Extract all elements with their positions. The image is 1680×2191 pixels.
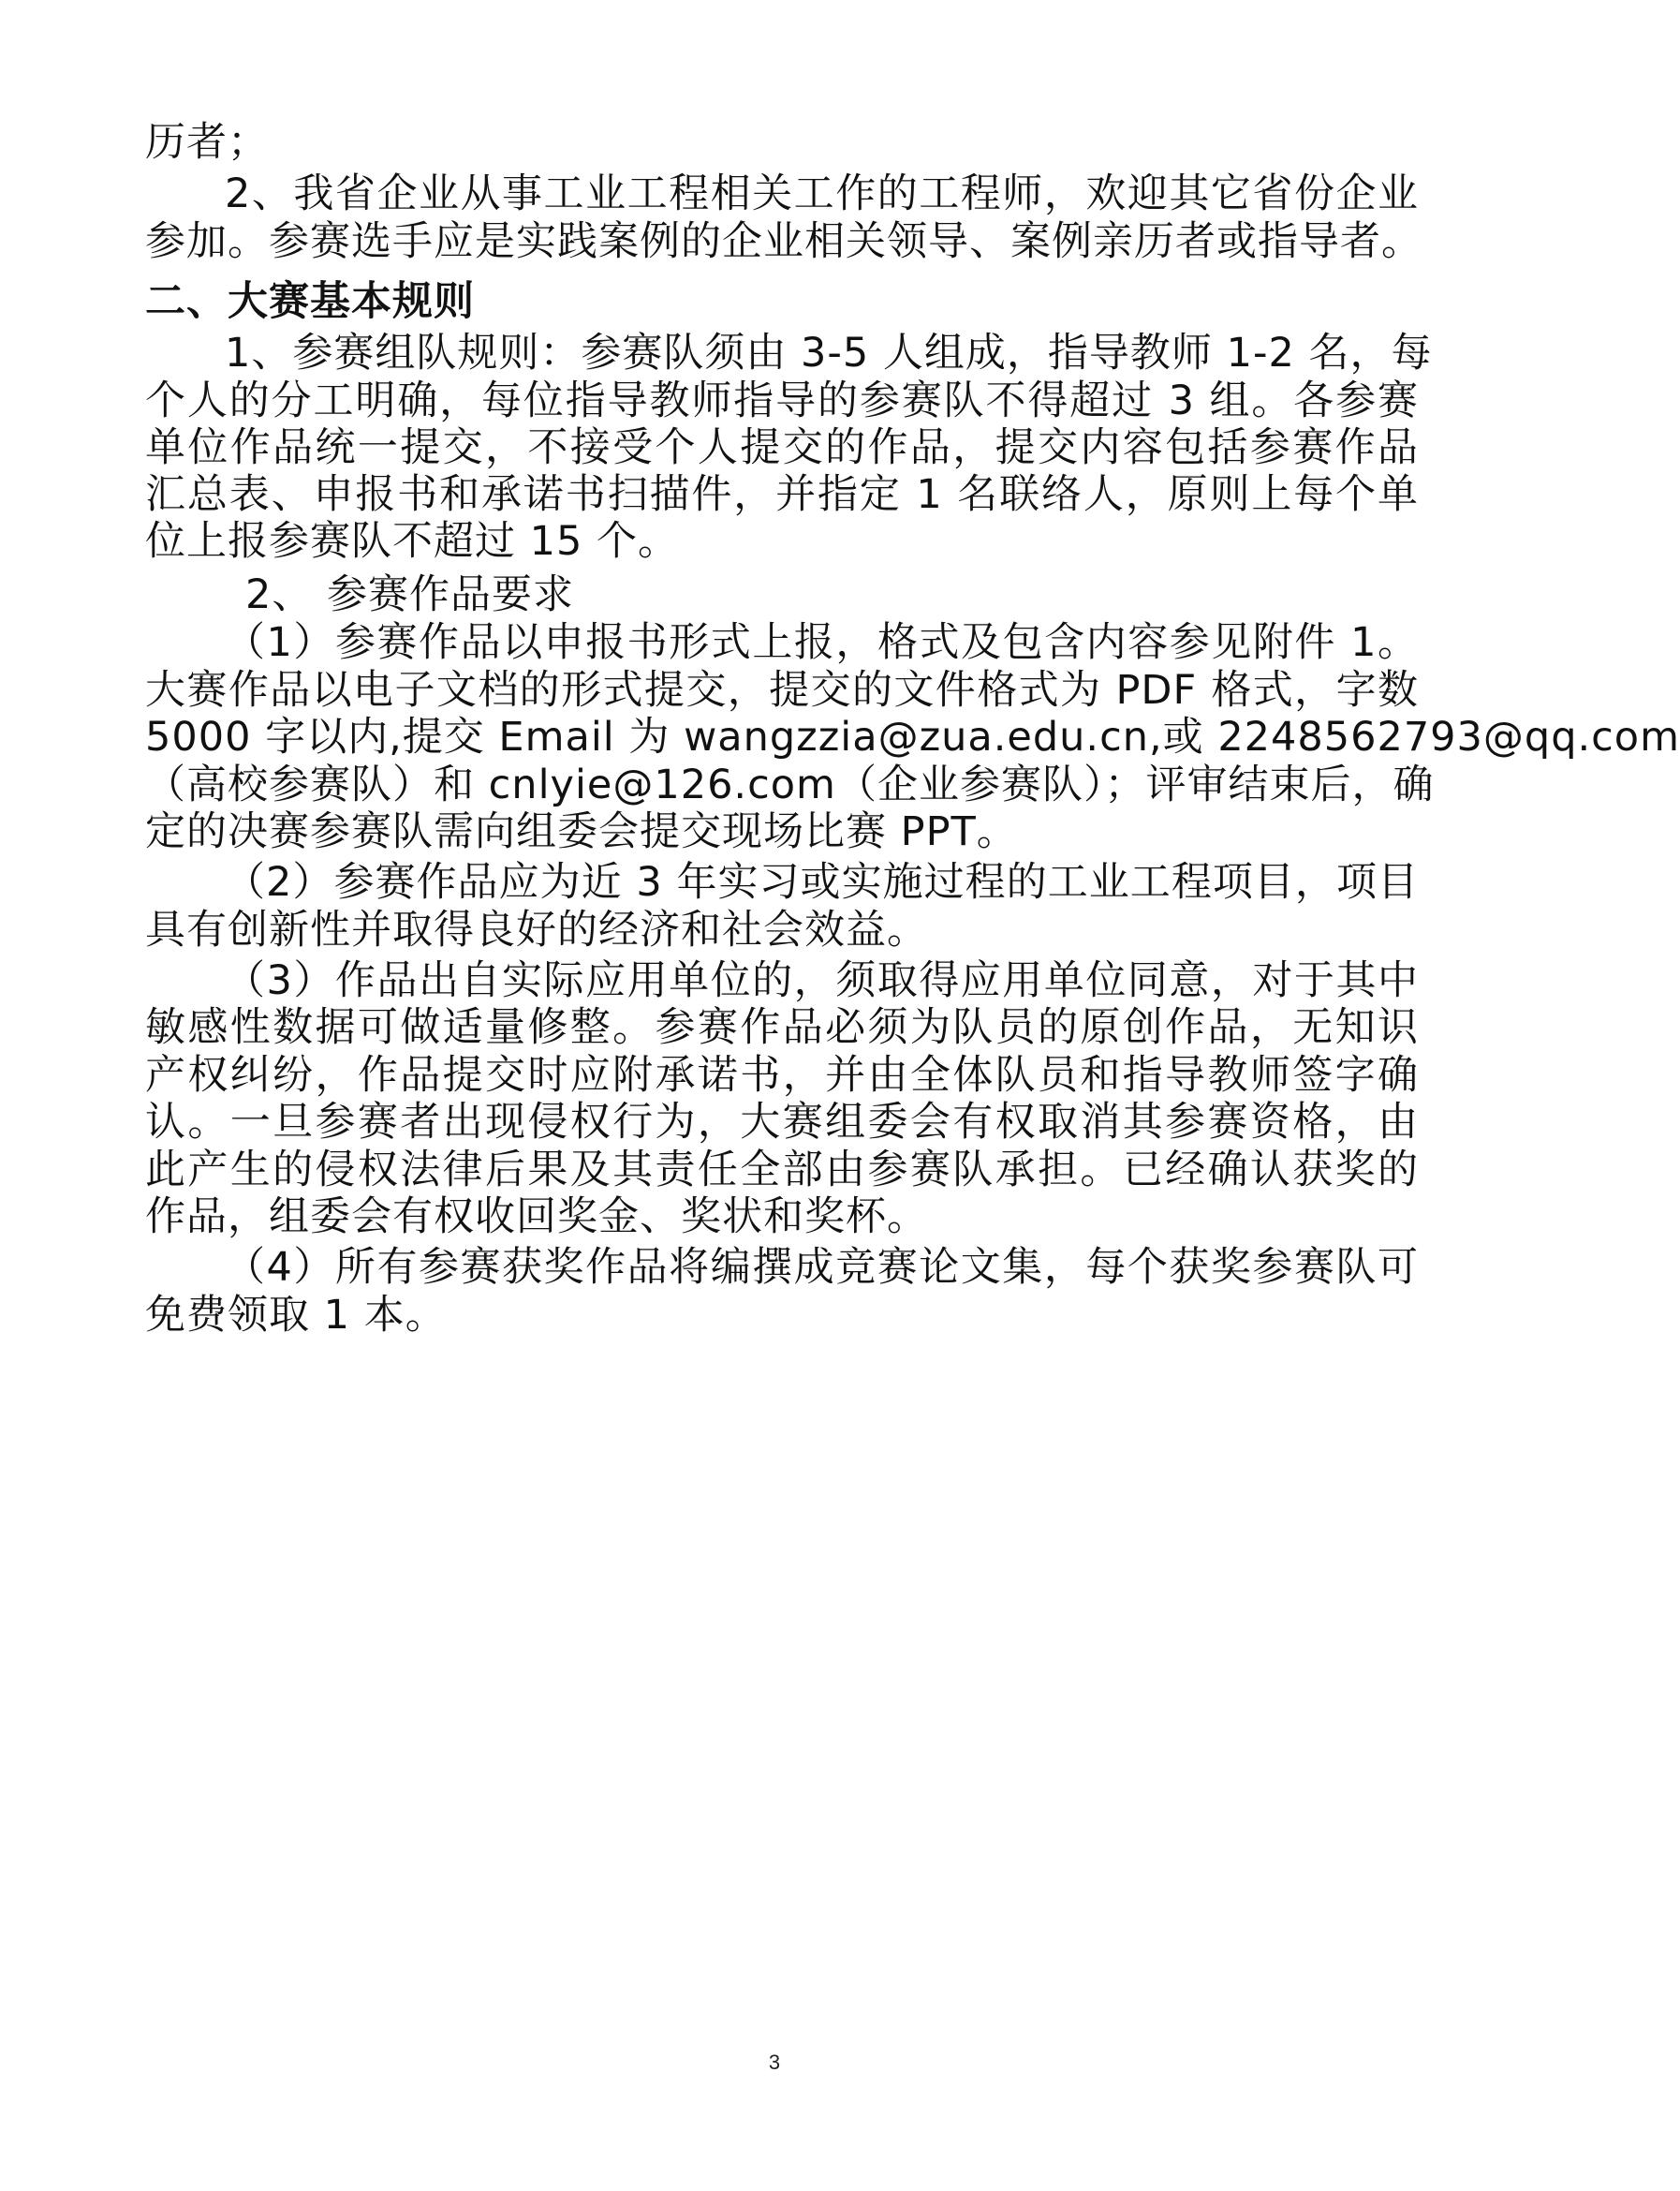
paragraph-line: 此产生的侵权法律后果及其责任全部由参赛队承担。已经确认获奖的 bbox=[145, 1147, 1419, 1193]
paragraph-line: （1）参赛作品以申报书形式上报，格式及包含内容参见附件 1。 bbox=[225, 619, 1419, 666]
paragraph-line: （3）作品出自实际应用单位的，须取得应用单位同意，对于其中 bbox=[225, 957, 1419, 1004]
paragraph-line: 认。一旦参赛者出现侵权行为，大赛组委会有权取消其参赛资格，由 bbox=[145, 1099, 1419, 1146]
paragraph-line: 参加。参赛选手应是实践案例的企业相关领导、案例亲历者或指导者。 bbox=[145, 218, 1422, 265]
subsection-heading: 2、 参赛作品要求 bbox=[245, 571, 575, 618]
paragraph-line: 位上报参赛队不超过 15 个。 bbox=[145, 518, 680, 565]
paragraph-line: （4）所有参赛获奖作品将编撰成竞赛论文集，每个获奖参赛队可 bbox=[225, 1244, 1419, 1291]
paragraph-line: （高校参赛队）和 cnlyie@126.com（企业参赛队）；评审结束后，确 bbox=[145, 762, 1435, 808]
paragraph-line: 1、参赛组队规则：参赛队须由 3-5 人组成，指导教师 1-2 名，每 bbox=[225, 330, 1433, 377]
paragraph-line: （2）参赛作品应为近 3 年实习或实施过程的工业工程项目，项目 bbox=[225, 859, 1419, 906]
paragraph-line: 作品，组委会有权收回奖金、奖状和奖杯。 bbox=[145, 1193, 928, 1240]
paragraph-line: 历者； bbox=[145, 119, 269, 166]
paragraph-line: 免费领取 1 本。 bbox=[145, 1292, 447, 1339]
paragraph-line: 2、我省企业从事工业工程相关工作的工程师，欢迎其它省份企业 bbox=[225, 170, 1419, 217]
paragraph-line: 敏感性数据可做适量修整。参赛作品必须为队员的原创作品，无知识 bbox=[145, 1004, 1419, 1051]
paragraph-line: 产权纠纷，作品提交时应附承诺书，并由全体队员和指导教师签字确 bbox=[145, 1052, 1419, 1099]
section-heading: 二、大赛基本规则 bbox=[145, 278, 475, 325]
paragraph-line: 汇总表、申报书和承诺书扫描件，并指定 1 名联络人，原则上每个单 bbox=[145, 471, 1419, 518]
paragraph-line: 大赛作品以电子文档的形式提交，提交的文件格式为 PDF 格式，字数 bbox=[145, 667, 1419, 714]
paragraph-line: 定的决赛参赛队需向组委会提交现场比赛 PPT。 bbox=[145, 808, 1018, 855]
page-number: 3 bbox=[768, 2050, 781, 2074]
paragraph-line: 具有创新性并取得良好的经济和社会效益。 bbox=[145, 907, 928, 954]
paragraph-line: 单位作品统一提交，不接受个人提交的作品，提交内容包括参赛作品 bbox=[145, 424, 1419, 471]
paragraph-line: 个人的分工明确，每位指导教师指导的参赛队不得超过 3 组。各参赛 bbox=[145, 378, 1419, 424]
paragraph-line: 5000 字以内,提交 Email 为 wangzzia@zua.edu.cn,或 2248562793@qq.com bbox=[145, 714, 1680, 761]
